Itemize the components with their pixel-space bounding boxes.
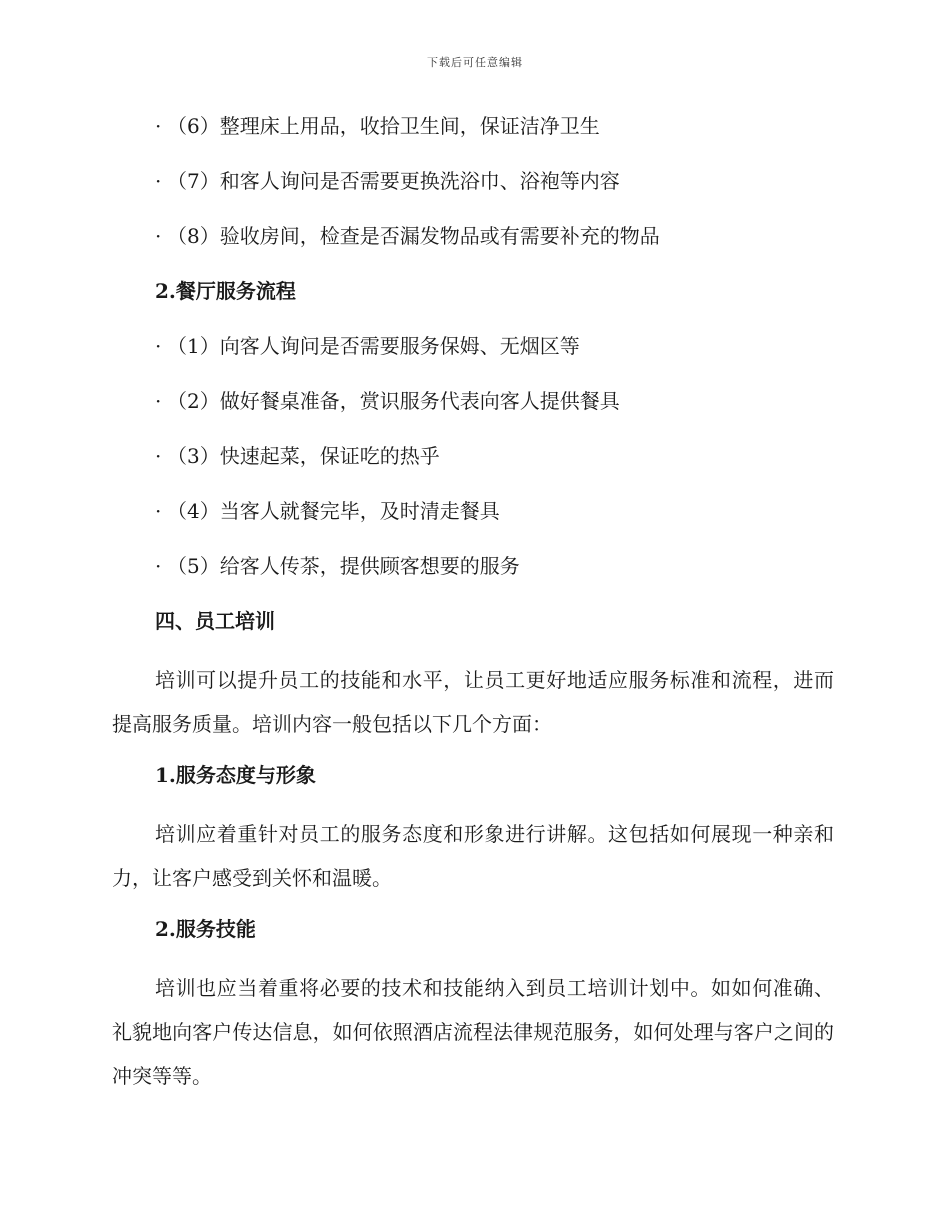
attitude-subheading: 1.服务态度与形象 [155,763,316,787]
list-item [112,163,834,199]
bullet-icon: · [155,114,162,138]
bullet-icon: · [155,554,162,578]
list-item [112,328,834,364]
training-intro-paragraph: 培训可以提升员工的技能和水平，让员工更好地适应服务标准和流程，进而提高服务质量。培训内容一般包括以下几个方面： [112,668,834,736]
list-item-text: （3）快速起菜，保证吃的热乎 [167,444,440,468]
list-item-text: （6）整理床上用品，收拾卫生间，保证洁净卫生 [167,114,600,138]
list-item [112,383,834,419]
list-item [112,108,834,144]
header-note: 下载后可任意编辑 [427,56,523,69]
list-item [112,548,834,584]
bullet-icon: · [155,444,162,468]
skills-subheading: 2.服务技能 [155,917,256,941]
training-section-heading: 四、员工培训 [155,609,275,633]
bullet-icon: · [155,334,162,358]
restaurant-section-heading: 2.餐厅服务流程 [155,279,296,303]
document-content [112,108,834,1109]
list-item-text: （1）向客人询问是否需要服务保姆、无烟区等 [167,334,580,358]
list-item-text: （5）给客人传茶，提供顾客想要的服务 [167,554,520,578]
attitude-paragraph: 培训应着重针对员工的服务态度和形象进行讲解。这包括如何展现一种亲和力，让客户感受到关怀和温暖。 [112,822,834,890]
skills-paragraph: 培训也应当着重将必要的技术和技能纳入到员工培训计划中。如如何准确、礼貌地向客户传达信息，如何依照酒店流程法律规范服务，如何处理与客户之间的冲突等等。 [112,976,834,1088]
list-item-text: （7）和客人询问是否需要更换洗浴巾、浴袍等内容 [167,169,620,193]
list-item-text: （2）做好餐桌准备，赏识服务代表向客人提供餐具 [167,389,620,413]
bullet-icon: · [155,389,162,413]
bullet-icon: · [155,224,162,248]
bullet-icon: · [155,169,162,193]
list-item [112,438,834,474]
list-item [112,218,834,254]
list-item-text: （8）验收房间，检查是否漏发物品或有需要补充的物品 [167,224,660,248]
list-item [112,493,834,529]
list-item-text: （4）当客人就餐完毕，及时清走餐具 [167,499,500,523]
bullet-icon: · [155,499,162,523]
